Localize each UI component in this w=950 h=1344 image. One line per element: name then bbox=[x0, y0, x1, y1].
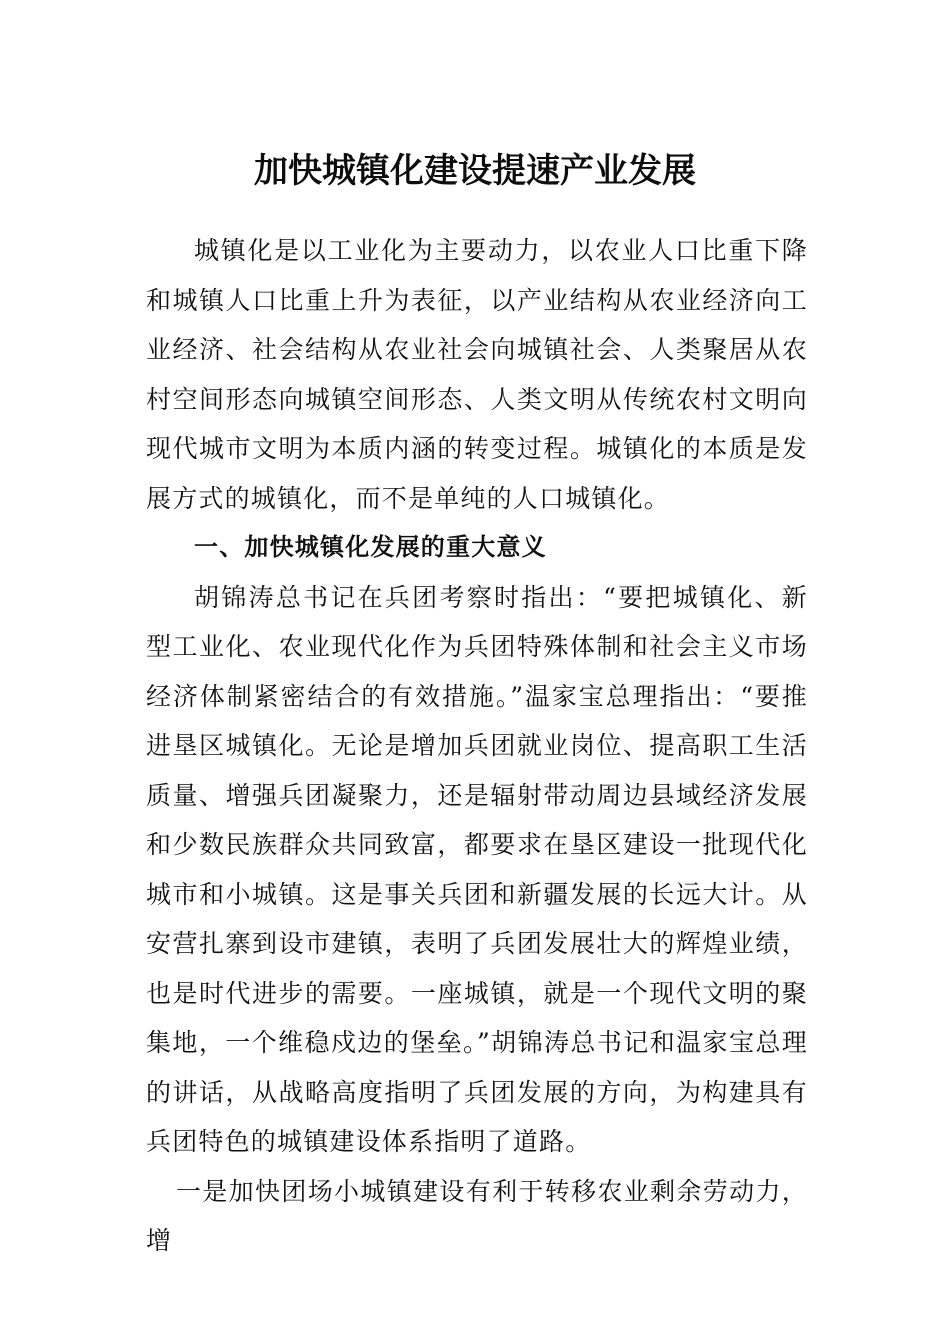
document-body bbox=[146, 226, 808, 1266]
intro-paragraph: 城镇化是以工业化为主要动力，以农业人口比重下降和城镇人口比重上升为表征，以产业结构从农业经济向工业经济、社会结构从农业社会向城镇社会、人类聚居从农村空间形态向城镇空间形态、人类文明从传统农村文明向现代城市文明为本质内涵的转变过程。城镇化的本质是发展方式的城镇化，而不是单纯的人口城镇化。 bbox=[146, 236, 808, 513]
point-one-paragraph: 一是加快团场小城镇建设有利于转移农业剩余劳动力，增 bbox=[146, 1176, 808, 1255]
document-title: 加快城镇化建设提速产业发展 bbox=[254, 150, 696, 191]
quote-paragraph: 胡锦涛总书记在兵团考察时指出：“要把城镇化、新型工业化、农业现代化作为兵团特殊体制和社会主义市场经济体制紧密结合的有效措施。”温家宝总理指出：“要推进垦区城镇化。无论是增加兵团就业岗位、提高职工生活质量、增强兵团凝聚力，还是辐射带动周边县域经济发展和少数民族群众共同致富，都要求在垦区建设一批现代化城市和小城镇。这是事关兵团和新疆发展的长远大计。从安营扎寨到设市建镇，表明了兵团发展壮大的辉煌业绩，也是时代进步的需要。一座城镇，就是一个现代文明的聚集地，一个维稳戍边的堡垒。”胡锦涛总书记和温家宝总理的讲话，从战略高度指明了兵团发展的方向，为构建具有兵团特色的城镇建设体系指明了道路。 bbox=[146, 582, 808, 1156]
section-heading: 一、加快城镇化发展的重大意义 bbox=[194, 533, 547, 561]
